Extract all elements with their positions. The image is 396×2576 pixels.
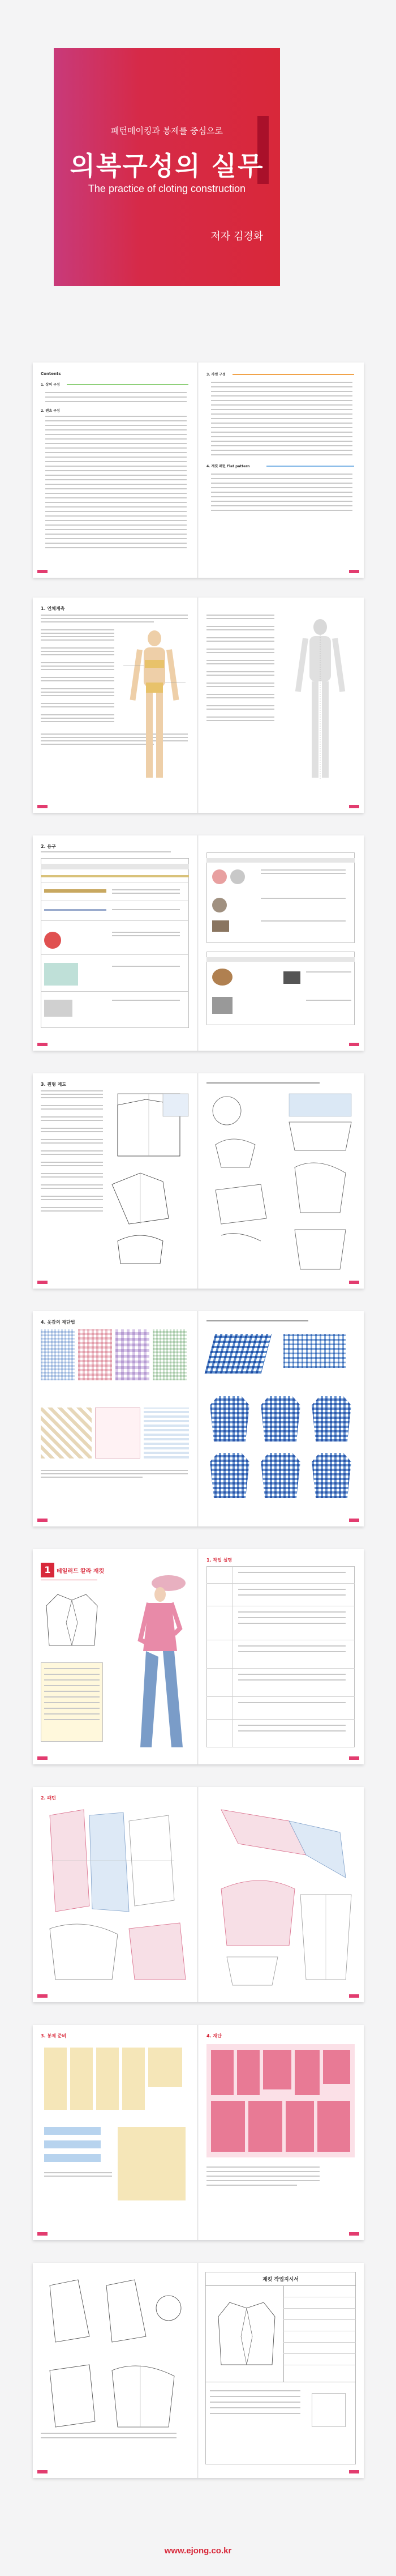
page-number-marker (37, 1281, 48, 1284)
fabric-swatch (115, 1329, 149, 1380)
page-number-marker (37, 570, 48, 573)
sewing-heading: 3. 봉제 준비 (41, 2033, 67, 2038)
worksheet-title: 재킷 작업지시서 (262, 2277, 299, 2283)
fabric-swatch (78, 1329, 112, 1380)
sewing-page-left (33, 2025, 198, 2240)
jacket-pattern-draft (38, 1804, 194, 1991)
fabric-layout-diagram (144, 1408, 189, 1458)
plaid-shirt (312, 1396, 351, 1441)
fashion-illustration (106, 1566, 197, 1759)
contents-page-right (199, 362, 364, 578)
page-number-marker (349, 1994, 359, 1998)
plaid-shirt (261, 1396, 300, 1441)
cover-subtitle: 패턴메이킹과 봉제를 중심으로 (111, 126, 223, 136)
contents-section-b: 2. 팬츠 구성 (41, 409, 60, 413)
tools-heading: 2. 용구 (41, 844, 56, 849)
book-cover (54, 48, 280, 286)
fabric-swatch (153, 1329, 187, 1380)
sewing-steps-page (33, 2263, 198, 2478)
page-number-marker (37, 805, 48, 808)
page-number-marker (37, 1756, 48, 1760)
page-number-marker (349, 2470, 359, 2473)
page-number-marker (37, 1519, 48, 1522)
measurement-heading: 1. 인체계측 (41, 606, 65, 611)
plaid-shirt (210, 1453, 249, 1498)
drafting-page-left (33, 1073, 198, 1289)
spec-table (206, 1566, 355, 1747)
plaid-fabric (205, 1334, 272, 1374)
contents-section-d: 4. 재킷 패턴 Flat pattern (206, 464, 250, 468)
cover-author: 저자 김경화 (210, 231, 263, 242)
tools-page-left (33, 835, 198, 1051)
page-number-marker (349, 1756, 359, 1760)
spread-fabric (33, 1311, 364, 1526)
contents-section-c: 3. 자켓 구성 (206, 373, 226, 377)
contents-page-left (33, 362, 198, 578)
bodice-draft-diagram (106, 1088, 191, 1269)
spread-jacket-chapter (33, 1549, 364, 1764)
page-number-marker (37, 2232, 48, 2236)
page-number-marker (349, 1281, 359, 1284)
plaid-fabric (283, 1334, 346, 1368)
chapter-title: 테일러드 칼라 재킷 (57, 1568, 105, 1575)
measurement-page-left (33, 598, 198, 813)
drafting-heading: 3. 원형 제도 (41, 1082, 67, 1087)
spec-heading: 1. 작업 설명 (206, 1558, 233, 1563)
fabric-page-right (199, 1311, 364, 1526)
fabric-layout-diagram (41, 1408, 92, 1458)
pattern-page-right (199, 1787, 364, 2002)
page-number-marker (37, 1043, 48, 1046)
body-back-figure-illustration (283, 615, 357, 796)
body-figure-illustration (118, 626, 191, 796)
plaid-shirt (312, 1453, 351, 1498)
page-number-marker (37, 2470, 48, 2473)
cover-title: 의복구성의 실무 (70, 151, 264, 181)
page-number-marker (349, 805, 359, 808)
drafting-page-right (199, 1073, 364, 1289)
page-number-marker (349, 2232, 359, 2236)
page-number-marker (349, 1519, 359, 1522)
contents-section-a: 1. 상의 구성 (41, 383, 60, 387)
plaid-shirt (261, 1453, 300, 1498)
spread-tools (33, 835, 364, 1051)
plaid-shirt (210, 1396, 249, 1441)
fabric-page-left (33, 1311, 198, 1526)
measurement-page-right (199, 598, 364, 813)
spread-contents (33, 362, 364, 578)
sewing-page-right (199, 2025, 364, 2240)
contents-heading: Contents (41, 372, 61, 376)
pattern-page-left (33, 1787, 198, 2002)
jacket-spec-page (199, 1549, 364, 1764)
fabric-swatch (41, 1329, 75, 1380)
page-number-marker (349, 1043, 359, 1046)
tools-page-right (199, 835, 364, 1051)
publisher-url[interactable]: www.ejong.co.kr (164, 2546, 232, 2556)
chapter-number: 1 (41, 1563, 54, 1577)
spread-measurement (33, 598, 364, 813)
spread-worksheet (33, 2263, 364, 2478)
pattern-heading: 2. 패턴 (41, 1795, 56, 1801)
fabric-layout-diagram (95, 1408, 140, 1458)
worksheet-jacket-sketch (216, 2297, 278, 2370)
jacket-chapter-page (33, 1549, 198, 1764)
sleeve-collar-pattern (204, 1798, 360, 1991)
cover-english-title: The practice of cloting construction (88, 183, 246, 194)
spread-drafting (33, 1073, 364, 1289)
page-number-marker (349, 570, 359, 573)
fabric-heading: 4. 옷감의 재단법 (41, 1320, 75, 1325)
collar-sleeve-diagrams (204, 1088, 357, 1281)
cut-heading: 4. 재단 (206, 2033, 222, 2038)
spread-sewing (33, 2025, 364, 2240)
spread-pattern (33, 1787, 364, 2002)
page-number-marker (37, 1994, 48, 1998)
worksheet-page (199, 2263, 364, 2478)
jacket-flat-sketch (41, 1589, 103, 1651)
